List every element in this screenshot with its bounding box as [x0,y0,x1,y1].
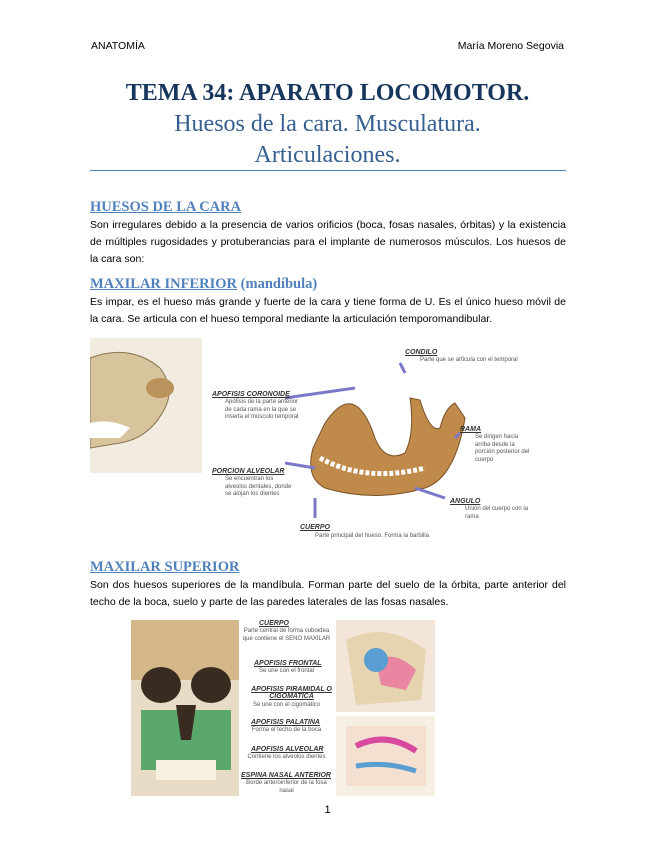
section-text-maxilar-inferior: Es impar, es el hueso más grande y fuerte de la cara y tiene forma de U. Es el único hueso móvil de la cara. Se articula con el hueso temporal mediante la articulación temporomandibular. [90,296,566,325]
label-cuerpo-sup: CUERPO [259,620,289,627]
label-porcion-alveolar: PORCION ALVEOLAR [212,468,285,475]
label-rama-sub: Se dirigen hacia arriba desde la porción posterior del cuerpo [475,434,530,463]
section-heading-huesos: HUESOS DE LA CARA [90,199,242,215]
label-apofisis-piramidal: APOFISIS PIRAMIDAL O CIGOMATICA [251,686,332,700]
header-right: María Moreno Segovia [457,40,564,52]
mandible-figure [205,338,565,548]
label-cuerpo-sub: Parte principal del hueso. Forma la barbilla [315,533,430,539]
label-angulo: ANGULO [450,498,481,505]
label-coronoide-sub: Apófisis de la parte anterior de cada rama en la que se inserta el músculo temporal [225,399,299,420]
page-number: 1 [324,804,331,816]
skull-lateral-image [336,620,435,712]
label-condilo-sub: Parte que se articula con el temporal [420,357,518,363]
label-angulo-sub: Unión del cuerpo con la rama [465,506,529,520]
label-espina-nasal-sub: Borde anteroinferior de la fosa nasal [246,780,327,794]
maxilla-labels [239,620,334,796]
label-apofisis-frontal: APOFISIS FRONTAL [254,660,322,667]
label-rama: RAMA [460,426,481,433]
section-heading-maxilar-superior: MAXILAR SUPERIOR [90,559,240,575]
label-condilo: CONDILO [405,349,438,356]
title-line-2: Huesos de la cara. Musculatura. [174,111,481,137]
label-apofisis-frontal-sub: Se une con el frontal [258,668,315,674]
skull-side-image [90,338,202,473]
title-line-3: Articulaciones. [254,142,401,168]
header-left: ANATOMÍA [91,40,145,52]
section-heading-maxilar-inferior: MAXILAR INFERIOR (mandíbula) [90,276,318,292]
section-text-maxilar-superior: Son dos huesos superiores de la mandíbula. Forman parte del suelo de la órbita, parte anterior del techo de la boca, suelo y parte de las paredes laterales de las fosas nasales. [90,579,566,608]
section-text-huesos: Son irregulares debido a la presencia de varios orificios (boca, fosas nasales, órbitas) y la existencia de múltiples rugosidades y protuberancias para el implante de numerosos músculos. Los huesos de la cara son: [90,219,566,265]
skull-front-image [131,620,239,796]
label-porcion-alveolar-sub: Se encuentran los alveolos dentales, donde se alojan los dientes [225,476,292,497]
label-coronoide: APOFISIS CORONOIDE [212,391,290,398]
title-line-1: TEMA 34: APARATO LOCOMOTOR. [125,80,530,106]
label-cuerpo-sup-sub: Parte central de forma cuboidea que contiene el SENO MAXILAR [242,628,331,642]
label-apofisis-alveolar: APOFISIS ALVEOLAR [251,746,324,753]
label-apofisis-alveolar-sub: Contiene los alveolos dientes [247,754,326,760]
nasal-section-image [336,716,435,796]
label-apofisis-palatina: APOFISIS PALATINA [251,719,320,726]
label-cuerpo: CUERPO [300,524,330,531]
label-apofisis-palatina-sub: Forma el techo de la boca [251,727,322,733]
label-apofisis-piramidal-sub: Se une con el cigomático [252,702,321,708]
title-rule [90,170,566,171]
label-espina-nasal: ESPINA NASAL ANTERIOR [241,772,331,779]
